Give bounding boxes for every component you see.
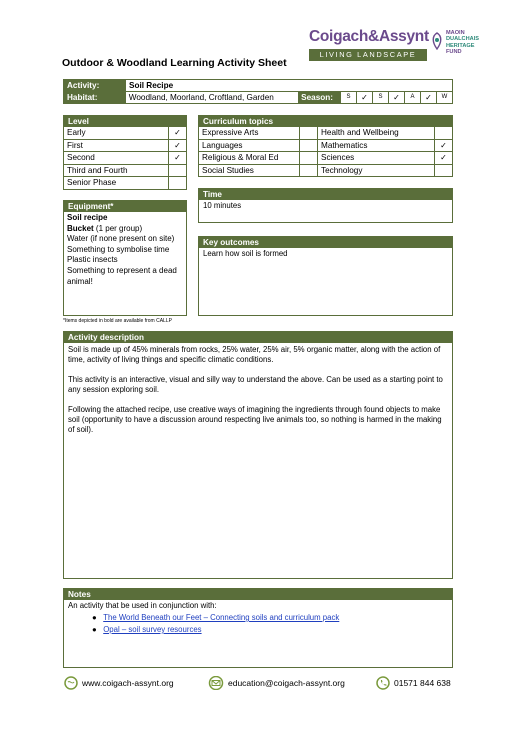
curriculum-heading: Curriculum topics bbox=[199, 116, 452, 127]
level-box bbox=[63, 115, 187, 190]
curriculum-tick: ✓ bbox=[434, 152, 452, 164]
description-body bbox=[64, 343, 452, 437]
curriculum-box bbox=[198, 115, 453, 177]
opal-soil-survey-link[interactable]: Opal – soil survey resources bbox=[103, 625, 202, 634]
curriculum-tick bbox=[299, 127, 317, 139]
notes-link-item bbox=[68, 613, 448, 623]
outcomes-box bbox=[198, 236, 453, 316]
heritage-fund-icon bbox=[430, 32, 444, 50]
notes-link-item bbox=[68, 625, 448, 635]
level-row bbox=[64, 165, 186, 178]
page-title: Outdoor & Woodland Learning Activity Sheet bbox=[62, 57, 287, 69]
curriculum-label: Languages bbox=[202, 140, 243, 150]
equipment-footnote: *Items depicted in bold are available from CALLP bbox=[63, 318, 172, 324]
equipment-heading: Equipment* bbox=[64, 201, 186, 212]
habitat-label: Habitat: bbox=[64, 92, 125, 104]
bullet-icon: ● bbox=[92, 613, 104, 622]
footer-email bbox=[208, 676, 345, 690]
curriculum-row bbox=[199, 165, 452, 177]
fund-line-3: HERITAGE bbox=[446, 42, 475, 49]
level-label: Early bbox=[67, 128, 86, 137]
footer-phone bbox=[376, 676, 451, 690]
season-autumn: A bbox=[404, 92, 420, 104]
curriculum-label: Sciences bbox=[317, 152, 434, 164]
activity-label: Activity: bbox=[64, 80, 125, 91]
curriculum-tick bbox=[299, 140, 317, 152]
level-row bbox=[64, 177, 186, 189]
level-label: First bbox=[67, 140, 83, 150]
time-box bbox=[198, 188, 453, 223]
season-spring-tick: ✓ bbox=[356, 92, 372, 104]
website-link[interactable]: www.coigach-assynt.org bbox=[82, 678, 174, 688]
fund-line-4: FUND bbox=[446, 49, 462, 56]
level-tick: ✓ bbox=[168, 127, 186, 139]
time-heading: Time bbox=[199, 189, 452, 200]
level-label: Second bbox=[67, 153, 95, 162]
bullet-icon: ● bbox=[92, 625, 104, 634]
fund-line-2: DUALCHAIS bbox=[446, 36, 479, 43]
level-tick: ✓ bbox=[168, 152, 186, 164]
curriculum-tick bbox=[299, 165, 317, 177]
world-beneath-feet-link[interactable]: The World Beneath our Feet – Connecting soils and curriculum pack bbox=[103, 613, 340, 622]
time-value: 10 minutes bbox=[203, 201, 242, 210]
activity-table bbox=[63, 79, 453, 104]
equipment-item: Water (if none present on site) bbox=[67, 234, 175, 244]
outcomes-heading: Key outcomes bbox=[199, 237, 452, 248]
level-row bbox=[64, 127, 186, 140]
curriculum-label: Religious & Moral Ed bbox=[202, 153, 279, 162]
curriculum-label: Health and Wellbeing bbox=[317, 127, 434, 139]
outcomes-value: Learn how soil is formed bbox=[203, 249, 288, 258]
level-label: Third and Fourth bbox=[67, 165, 128, 175]
season-autumn-tick: ✓ bbox=[420, 92, 436, 104]
curriculum-tick bbox=[434, 165, 452, 177]
heritage-fund-logo bbox=[430, 30, 490, 66]
equipment-item: Soil recipe bbox=[67, 213, 108, 222]
description-box bbox=[63, 331, 453, 579]
notes-body bbox=[64, 600, 452, 636]
globe-icon bbox=[64, 676, 78, 690]
level-tick bbox=[168, 165, 186, 177]
description-heading: Activity description bbox=[64, 332, 452, 343]
description-paragraph: This activity is an interactive, visual and silly way to understand the above. Can be used as a starting point to any session exploring soil. bbox=[68, 375, 443, 394]
curriculum-tick: ✓ bbox=[434, 140, 452, 152]
activity-value: Soil Recipe bbox=[125, 80, 176, 91]
level-row bbox=[64, 152, 186, 165]
season-winter: W bbox=[436, 92, 452, 104]
curriculum-tick bbox=[299, 152, 317, 164]
level-heading: Level bbox=[64, 116, 186, 127]
season-summer: S bbox=[372, 92, 388, 104]
level-tick bbox=[168, 177, 186, 189]
equipment-item: Bucket (1 per group) bbox=[67, 223, 143, 233]
logo-text: Coigach&Assynt bbox=[309, 28, 429, 45]
curriculum-label: Mathematics bbox=[317, 140, 434, 152]
curriculum-label: Social Studies bbox=[202, 165, 254, 175]
fund-line-1: MAOIN bbox=[446, 30, 465, 36]
curriculum-row bbox=[199, 140, 452, 153]
level-tick: ✓ bbox=[168, 140, 186, 152]
logo-banner: LIVING LANDSCAPE bbox=[309, 49, 427, 61]
email-link[interactable]: education@coigach-assynt.org bbox=[228, 678, 345, 688]
notes-intro: An activity that be used in conjunction with: bbox=[68, 601, 217, 610]
phone-icon bbox=[376, 676, 390, 690]
season-summer-tick: ✓ bbox=[388, 92, 404, 104]
footer-website bbox=[64, 676, 174, 690]
description-paragraph: Following the attached recipe, use creative ways of imagining the ingredients through found objects to make soil (opportunity to have a discussion around respecting live animals too, so nothing is harmed in the making of soil). bbox=[68, 405, 442, 434]
curriculum-tick bbox=[434, 127, 452, 139]
season-spring: S bbox=[340, 92, 356, 104]
description-paragraph: Soil is made up of 45% minerals from rocks, 25% water, 25% air, 5% organic matter, along with the action of time, activity of living things and specific climatic conditions. bbox=[68, 345, 441, 364]
notes-box bbox=[63, 588, 453, 668]
curriculum-row bbox=[199, 152, 452, 165]
email-icon bbox=[208, 676, 224, 690]
equipment-item: Plastic insects bbox=[67, 255, 118, 265]
equipment-list bbox=[64, 212, 186, 288]
curriculum-row bbox=[199, 127, 452, 140]
season-cells bbox=[340, 92, 452, 104]
phone-number: 01571 844 638 bbox=[394, 678, 451, 688]
season-label: Season: bbox=[298, 92, 340, 104]
equipment-item: Something to represent a dead animal! bbox=[67, 265, 177, 286]
footer bbox=[60, 676, 460, 694]
level-label: Senior Phase bbox=[67, 178, 117, 187]
logo bbox=[309, 28, 427, 70]
notes-heading: Notes bbox=[64, 589, 452, 600]
equipment-item: Something to symbolise time bbox=[67, 244, 170, 254]
level-row bbox=[64, 140, 186, 153]
curriculum-label: Technology bbox=[317, 165, 434, 177]
equipment-box bbox=[63, 200, 187, 316]
curriculum-label: Expressive Arts bbox=[202, 128, 259, 137]
habitat-value: Woodland, Moorland, Croftland, Garden bbox=[125, 92, 298, 104]
